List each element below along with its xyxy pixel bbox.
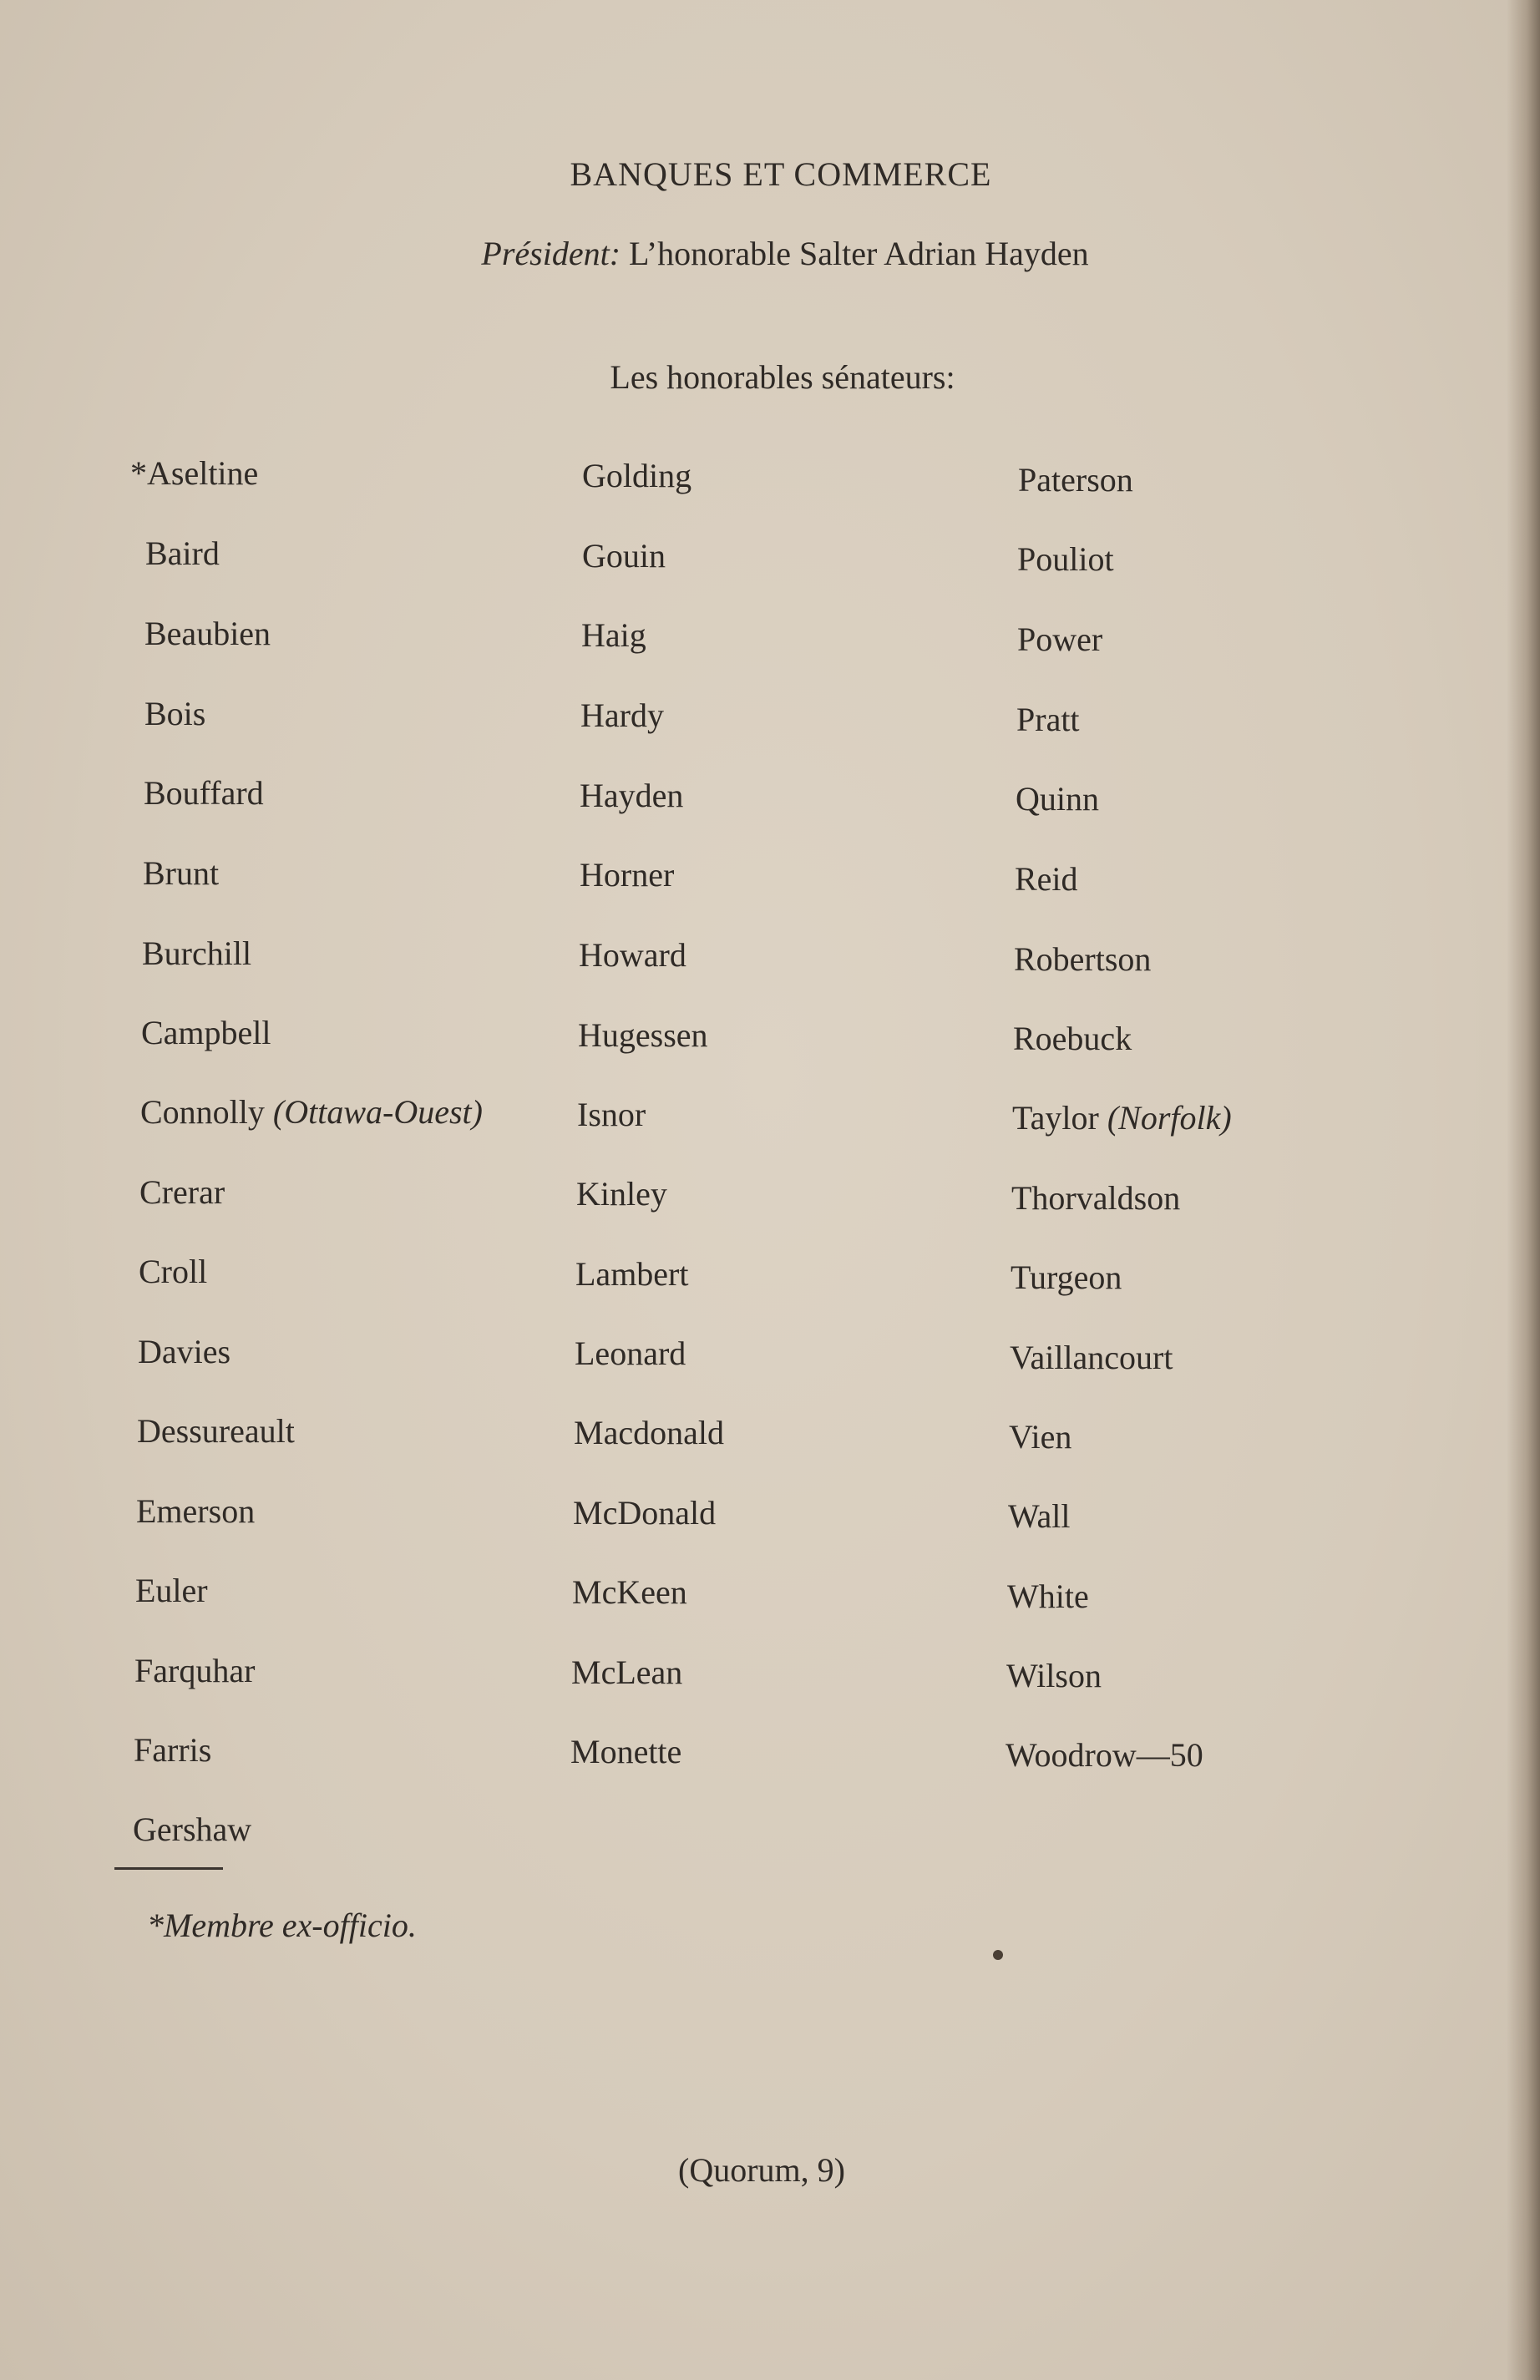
senator-name: Haig xyxy=(581,616,646,654)
senator-name: Turgeon xyxy=(1011,1258,1122,1296)
senator-name: Dessureault xyxy=(137,1412,295,1450)
senator-name: Isnor xyxy=(577,1096,646,1133)
senator-name: Monette xyxy=(570,1733,682,1770)
senator-name: Bouffard xyxy=(144,774,264,812)
senator-name-with-riding xyxy=(1012,1098,1232,1137)
senator-name: Leonard xyxy=(575,1334,686,1372)
senator-name: Wall xyxy=(1008,1497,1071,1535)
senator-name-with-riding xyxy=(140,1092,483,1132)
senator-name: Euler xyxy=(135,1572,208,1609)
paper-speck xyxy=(993,1950,1003,1960)
senator-name: McLean xyxy=(571,1653,683,1691)
riding-qualifier: (Norfolk) xyxy=(1107,1099,1232,1137)
riding-qualifier: (Ottawa-Ouest) xyxy=(272,1093,483,1131)
senator-name: Kinley xyxy=(576,1175,667,1213)
senator-name: Wilson xyxy=(1006,1657,1102,1694)
senator-name: Croll xyxy=(139,1253,208,1290)
senator-name: Beaubien xyxy=(144,615,271,652)
senator-name: Robertson xyxy=(1014,940,1152,978)
senator-name: Gouin xyxy=(582,537,666,575)
footnote-rule xyxy=(114,1867,223,1870)
senator-name: Lambert xyxy=(575,1255,689,1293)
senator-name: *Aseltine xyxy=(130,454,259,492)
president-name: L’honorable Salter Adrian Hayden xyxy=(629,235,1089,272)
senator-name: Hugessen xyxy=(578,1016,708,1054)
senator-name: McDonald xyxy=(573,1494,717,1532)
president-line xyxy=(0,234,1540,273)
senator-name: Paterson xyxy=(1018,461,1133,499)
senator-name: Macdonald xyxy=(574,1414,724,1451)
senator-name: Quinn xyxy=(1016,780,1099,818)
senator-name: Bois xyxy=(144,695,206,732)
footnote: *Membre ex-officio. xyxy=(147,1907,417,1944)
senator-name: Davies xyxy=(138,1333,231,1370)
senator-name: Gershaw xyxy=(133,1810,252,1848)
senator-name: Reid xyxy=(1015,860,1078,898)
senator-name: Woodrow—50 xyxy=(1006,1736,1203,1774)
senator-name: Hayden xyxy=(580,777,684,814)
senator-name: Burchill xyxy=(142,934,252,972)
senator-name: McKeen xyxy=(572,1573,687,1611)
senator-name: Baird xyxy=(145,534,220,572)
senator-name: Thorvaldson xyxy=(1011,1179,1181,1217)
senator-name: Howard xyxy=(579,936,686,974)
senator-name: Crerar xyxy=(139,1173,225,1211)
senator-name: Farris xyxy=(134,1731,212,1769)
senators-heading: Les honorables sénateurs: xyxy=(610,358,955,396)
senator-name: Horner xyxy=(580,856,675,894)
senator-name: White xyxy=(1007,1577,1089,1615)
senator-name: Connolly xyxy=(140,1093,265,1131)
senator-name: Pratt xyxy=(1016,701,1080,738)
senator-name: Power xyxy=(1017,620,1103,658)
senator-name: Vaillancourt xyxy=(1010,1339,1173,1376)
committee-title: BANQUES ET COMMERCE xyxy=(570,155,992,193)
senator-name: Campbell xyxy=(141,1014,271,1051)
president-label: Président: xyxy=(481,235,621,272)
senator-name: Roebuck xyxy=(1013,1020,1132,1057)
senator-name: Vien xyxy=(1009,1418,1072,1456)
senator-name: Emerson xyxy=(136,1492,256,1530)
senator-name: Brunt xyxy=(143,854,220,892)
quorum-note: (Quorum, 9) xyxy=(678,2151,845,2189)
senator-name: Golding xyxy=(582,457,692,494)
senator-name: Hardy xyxy=(580,696,664,734)
senator-name: Taylor xyxy=(1012,1099,1099,1137)
senator-name: Farquhar xyxy=(134,1652,256,1689)
senator-name: Pouliot xyxy=(1017,540,1114,578)
